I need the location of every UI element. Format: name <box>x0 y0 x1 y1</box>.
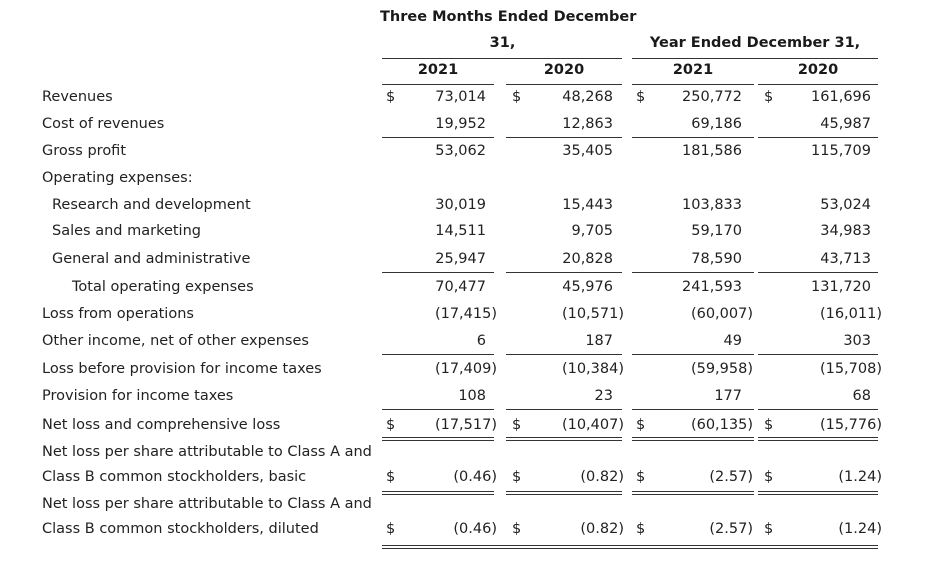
subtotal-rule <box>382 272 494 273</box>
row-value: (16,011) <box>819 306 882 322</box>
subtotal-rule <box>382 409 494 410</box>
header-year-ended: Year Ended December 31, <box>649 35 861 51</box>
row-value: 69,186 <box>691 116 742 132</box>
row-value: 45,987 <box>820 116 871 132</box>
row-label: Sales and marketing <box>52 223 201 239</box>
subtotal-rule <box>382 354 494 355</box>
currency-symbol: $ <box>386 521 396 537</box>
currency-symbol: $ <box>636 521 646 537</box>
total-double-rule <box>382 491 494 495</box>
row-value: 53,062 <box>435 143 486 159</box>
currency-symbol: $ <box>386 89 396 105</box>
subtotal-rule <box>758 409 878 410</box>
row-label: Net loss per share attributable to Class A and <box>42 444 372 460</box>
row-value: (15,776) <box>819 417 882 433</box>
row-value: 177 <box>714 388 742 404</box>
currency-symbol: $ <box>386 417 396 433</box>
row-label: Revenues <box>42 89 113 105</box>
currency-symbol: $ <box>512 521 522 537</box>
total-double-rule <box>506 437 622 441</box>
row-value: 59,170 <box>691 223 742 239</box>
row-label: Class B common stockholders, diluted <box>42 521 319 537</box>
row-value: (0.46) <box>453 521 497 537</box>
subtotal-rule <box>506 409 622 410</box>
row-label: General and administrative <box>52 251 251 267</box>
header-rule-col3 <box>632 84 754 85</box>
row-label: Total operating expenses <box>72 279 254 295</box>
total-double-rule <box>632 437 754 441</box>
currency-symbol: $ <box>764 89 774 105</box>
row-label: Research and development <box>52 197 251 213</box>
currency-symbol: $ <box>636 469 646 485</box>
row-value: 181,586 <box>682 143 742 159</box>
header-rule-col4 <box>758 84 878 85</box>
row-value: 49 <box>723 333 742 349</box>
row-value: (0.46) <box>453 469 497 485</box>
row-value: 70,477 <box>435 279 486 295</box>
row-value: 6 <box>476 333 486 349</box>
row-value: 303 <box>843 333 871 349</box>
row-value: 103,833 <box>682 197 742 213</box>
row-value: 30,019 <box>435 197 486 213</box>
subtotal-rule <box>506 137 622 138</box>
currency-symbol: $ <box>512 89 522 105</box>
row-value: 241,593 <box>682 279 742 295</box>
row-value: 15,443 <box>562 197 613 213</box>
row-value: (2.57) <box>709 521 753 537</box>
subtotal-rule <box>632 354 754 355</box>
row-value: 45,976 <box>562 279 613 295</box>
subtotal-rule <box>506 354 622 355</box>
header-rule-year <box>632 58 878 59</box>
currency-symbol: $ <box>386 469 396 485</box>
subtotal-rule <box>632 272 754 273</box>
total-double-rule <box>632 491 754 495</box>
row-label: Loss before provision for income taxes <box>42 361 322 377</box>
currency-symbol: $ <box>512 469 522 485</box>
header-rule-three-months <box>382 58 622 59</box>
row-value: (60,135) <box>690 417 753 433</box>
row-label: Provision for income taxes <box>42 388 234 404</box>
row-value: 53,024 <box>820 197 871 213</box>
row-value: 187 <box>585 333 613 349</box>
row-value: (1.24) <box>838 521 882 537</box>
currency-symbol: $ <box>764 417 774 433</box>
header-col-2021-year: 2021 <box>672 62 714 78</box>
row-value: 161,696 <box>811 89 871 105</box>
row-value: (60,007) <box>690 306 753 322</box>
row-value: 20,828 <box>562 251 613 267</box>
total-double-rule <box>506 491 622 495</box>
subtotal-rule <box>506 272 622 273</box>
row-label: Loss from operations <box>42 306 194 322</box>
final-double-rule <box>382 545 878 549</box>
currency-symbol: $ <box>636 417 646 433</box>
row-value: 108 <box>458 388 486 404</box>
row-value: 34,983 <box>820 223 871 239</box>
header-rule-col1 <box>382 84 494 85</box>
row-value: (10,571) <box>561 306 624 322</box>
row-value: (0.82) <box>580 469 624 485</box>
currency-symbol: $ <box>636 89 646 105</box>
total-double-rule <box>758 491 878 495</box>
row-label: Operating expenses: <box>42 170 193 186</box>
row-label: Class B common stockholders, basic <box>42 469 307 485</box>
row-value: 19,952 <box>435 116 486 132</box>
row-value: 78,590 <box>691 251 742 267</box>
row-value: 115,709 <box>811 143 871 159</box>
row-value: 68 <box>852 388 871 404</box>
row-value: (2.57) <box>709 469 753 485</box>
header-three-months-line2: 31, <box>489 35 516 51</box>
header-rule-col2 <box>506 84 622 85</box>
row-label: Cost of revenues <box>42 116 165 132</box>
row-value: 14,511 <box>435 223 486 239</box>
currency-symbol: $ <box>512 417 522 433</box>
currency-symbol: $ <box>764 469 774 485</box>
subtotal-rule <box>758 354 878 355</box>
row-value: 23 <box>594 388 613 404</box>
row-value: (17,409) <box>434 361 497 377</box>
row-value: (0.82) <box>580 521 624 537</box>
row-value: 73,014 <box>435 89 486 105</box>
row-label: Net loss and comprehensive loss <box>42 417 281 433</box>
row-value: 131,720 <box>811 279 871 295</box>
row-value: (15,708) <box>819 361 882 377</box>
subtotal-rule <box>758 137 878 138</box>
row-label: Other income, net of other expenses <box>42 333 309 349</box>
row-label: Gross profit <box>42 143 127 159</box>
row-value: 48,268 <box>562 89 613 105</box>
subtotal-rule <box>632 137 754 138</box>
total-double-rule <box>758 437 878 441</box>
header-three-months-line1: Three Months Ended December <box>380 9 637 25</box>
row-value: (10,407) <box>561 417 624 433</box>
row-value: (17,415) <box>434 306 497 322</box>
row-value: 250,772 <box>682 89 742 105</box>
subtotal-rule <box>632 409 754 410</box>
row-value: 9,705 <box>571 223 613 239</box>
currency-symbol: $ <box>764 521 774 537</box>
header-col-2020-quarter: 2020 <box>543 62 585 78</box>
row-value: 43,713 <box>820 251 871 267</box>
row-value: 12,863 <box>562 116 613 132</box>
total-double-rule <box>382 437 494 441</box>
row-value: (59,958) <box>690 361 753 377</box>
subtotal-rule <box>758 272 878 273</box>
row-value: (10,384) <box>561 361 624 377</box>
row-label: Net loss per share attributable to Class A and <box>42 496 372 512</box>
row-value: 25,947 <box>435 251 486 267</box>
header-col-2020-year: 2020 <box>797 62 839 78</box>
subtotal-rule <box>382 137 494 138</box>
row-value: (17,517) <box>434 417 497 433</box>
row-value: 35,405 <box>562 143 613 159</box>
header-col-2021-quarter: 2021 <box>417 62 459 78</box>
row-value: (1.24) <box>838 469 882 485</box>
